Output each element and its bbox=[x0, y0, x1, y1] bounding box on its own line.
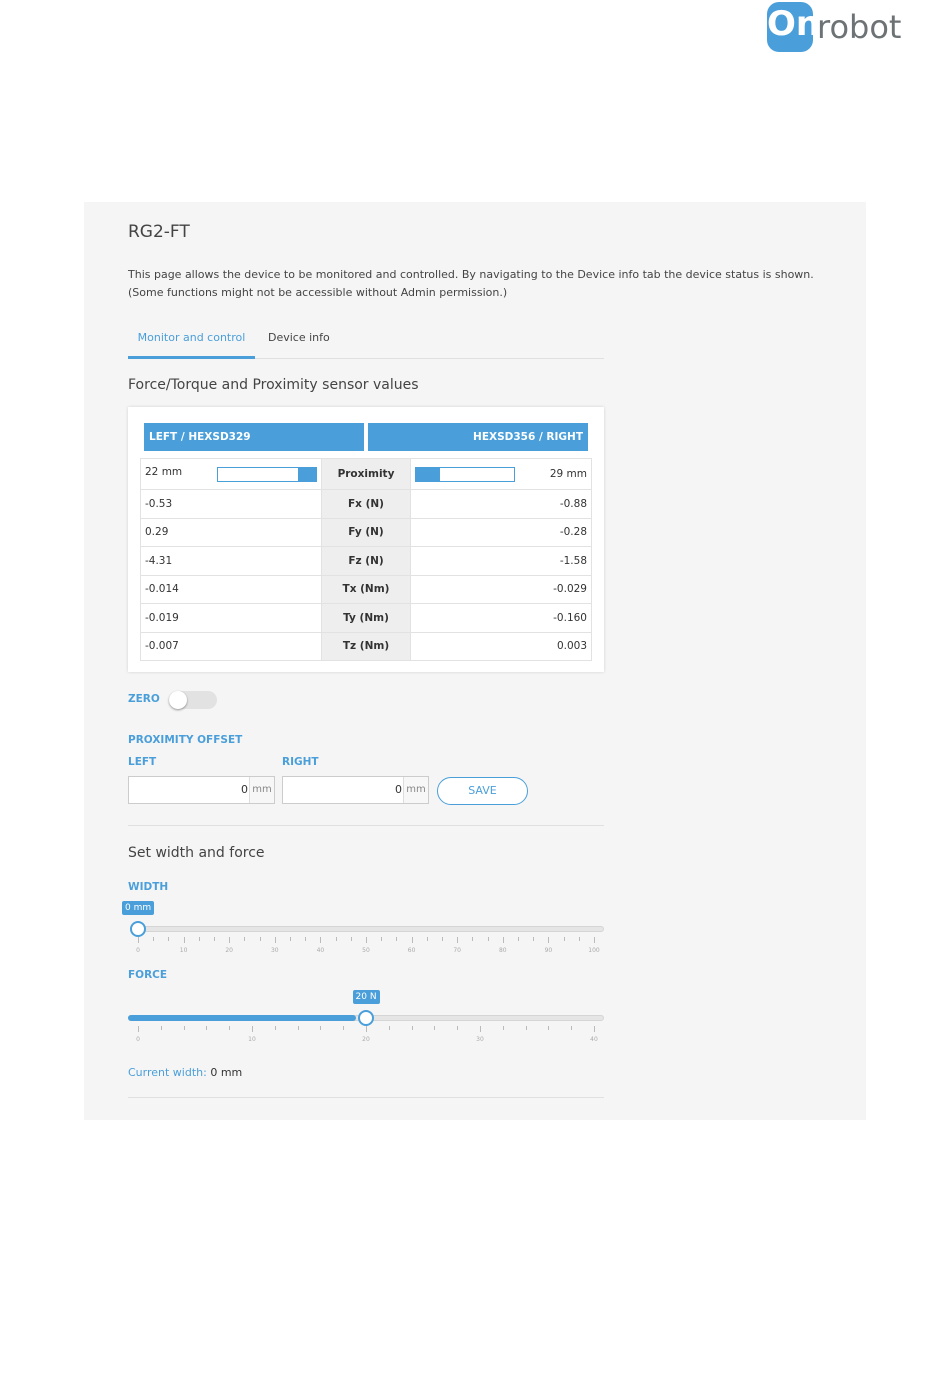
row-label: Ty (Nm) bbox=[322, 604, 411, 633]
tab-bar bbox=[128, 326, 604, 359]
width-tick bbox=[548, 937, 549, 943]
table-row bbox=[141, 518, 592, 547]
left-sensor-header: LEFT / HEXSD329 bbox=[144, 423, 364, 451]
proximity-row bbox=[141, 459, 592, 490]
width-label: WIDTH bbox=[128, 881, 169, 893]
width-value-bubble: 0 mm bbox=[122, 901, 154, 915]
proximity-offset-label: PROXIMITY OFFSET bbox=[128, 734, 243, 746]
logo-badge bbox=[767, 2, 821, 52]
width-tick-label: 10 bbox=[179, 947, 188, 954]
width-tick bbox=[579, 937, 580, 941]
offset-left-value[interactable]: 0 bbox=[241, 783, 248, 796]
zero-label: ZERO bbox=[128, 693, 160, 705]
width-tick bbox=[412, 937, 413, 943]
width-tick-label: 80 bbox=[498, 947, 507, 954]
width-tick-label: 40 bbox=[316, 947, 325, 954]
offset-right-input[interactable] bbox=[282, 776, 429, 804]
main-panel bbox=[84, 202, 866, 1120]
force-tick bbox=[229, 1026, 230, 1030]
width-tick-label: 90 bbox=[544, 947, 553, 954]
right-value: -0.28 bbox=[411, 518, 592, 547]
width-tick-label: 70 bbox=[453, 947, 462, 954]
force-value-bubble: 20 N bbox=[353, 990, 380, 1004]
proximity-label: Proximity bbox=[322, 459, 411, 490]
force-tick bbox=[389, 1026, 390, 1030]
zero-toggle-knob[interactable] bbox=[169, 691, 187, 709]
width-tick bbox=[275, 937, 276, 943]
page-description bbox=[128, 266, 828, 302]
table-row bbox=[141, 490, 592, 519]
proximity-left-bar bbox=[217, 467, 317, 482]
force-tick bbox=[503, 1026, 504, 1030]
sensor-table bbox=[140, 458, 592, 661]
proximity-left-bar-fill bbox=[298, 468, 316, 481]
force-tick bbox=[526, 1026, 527, 1030]
row-label: Fy (N) bbox=[322, 518, 411, 547]
current-width-label: Current width: bbox=[128, 1066, 207, 1079]
force-tick bbox=[343, 1026, 344, 1030]
width-tick bbox=[305, 937, 306, 941]
width-tick-label: 100 bbox=[588, 947, 600, 954]
row-label: Tz (Nm) bbox=[322, 632, 411, 661]
left-value: -4.31 bbox=[141, 547, 322, 576]
width-tick bbox=[472, 937, 473, 941]
width-tick bbox=[320, 937, 321, 943]
description-line-1: This page allows the device to be monitored and controlled. By navigating to the Device info tab the device status is shown. bbox=[128, 268, 814, 281]
left-value: -0.53 bbox=[141, 490, 322, 519]
force-tick bbox=[571, 1026, 572, 1030]
force-tick bbox=[320, 1026, 321, 1030]
force-tick bbox=[548, 1026, 549, 1030]
tab-monitor-and-control[interactable]: Monitor and control bbox=[128, 326, 255, 359]
force-tick bbox=[366, 1026, 367, 1032]
width-tick-label: 20 bbox=[225, 947, 234, 954]
force-tick-label: 0 bbox=[136, 1036, 140, 1043]
width-tick bbox=[244, 937, 245, 941]
page-title: RG2-FT bbox=[128, 222, 190, 242]
current-width bbox=[128, 1066, 242, 1079]
width-tick bbox=[457, 937, 458, 943]
table-row bbox=[141, 575, 592, 604]
proximity-left-cell bbox=[141, 459, 322, 490]
width-tick-label: 30 bbox=[270, 947, 279, 954]
width-tick-label: 50 bbox=[362, 947, 370, 954]
logo-text: robot bbox=[817, 8, 902, 46]
divider bbox=[128, 1097, 604, 1098]
width-tick bbox=[290, 937, 291, 941]
zero-toggle[interactable] bbox=[169, 691, 217, 709]
width-tick bbox=[184, 937, 185, 943]
save-button[interactable]: SAVE bbox=[437, 777, 528, 805]
width-tick bbox=[564, 937, 565, 941]
force-tick bbox=[457, 1026, 458, 1030]
force-tick bbox=[594, 1026, 595, 1032]
force-tick bbox=[138, 1026, 139, 1032]
force-slider[interactable] bbox=[128, 988, 604, 1048]
sensor-card bbox=[128, 407, 604, 672]
table-row bbox=[141, 547, 592, 576]
force-tick-label: 30 bbox=[476, 1036, 484, 1043]
left-value: -0.014 bbox=[141, 575, 322, 604]
divider bbox=[128, 825, 604, 826]
force-tick bbox=[252, 1026, 253, 1032]
current-width-value: 0 mm bbox=[210, 1066, 243, 1079]
left-value: -0.019 bbox=[141, 604, 322, 633]
width-tick bbox=[503, 937, 504, 943]
width-tick bbox=[351, 937, 352, 941]
right-value: -0.88 bbox=[411, 490, 592, 519]
force-slider-fill bbox=[128, 1015, 356, 1021]
onrobot-logo bbox=[767, 2, 902, 56]
force-slider-thumb[interactable] bbox=[358, 1010, 374, 1026]
right-value: -1.58 bbox=[411, 547, 592, 576]
width-tick bbox=[153, 937, 154, 941]
left-value: 0.29 bbox=[141, 518, 322, 547]
proximity-left-value: 22 mm bbox=[145, 466, 183, 478]
offset-right-value[interactable]: 0 bbox=[395, 783, 402, 796]
width-tick bbox=[427, 937, 428, 941]
force-label: FORCE bbox=[128, 969, 168, 981]
width-tick bbox=[168, 937, 169, 941]
offset-left-label: LEFT bbox=[128, 756, 157, 768]
force-tick-label: 40 bbox=[590, 1036, 598, 1043]
width-tick bbox=[138, 937, 139, 943]
force-tick bbox=[480, 1026, 481, 1032]
proximity-right-bar bbox=[415, 467, 515, 482]
width-tick-label: 60 bbox=[407, 947, 416, 954]
row-label: Fx (N) bbox=[322, 490, 411, 519]
width-tick bbox=[442, 937, 443, 941]
width-slider-thumb[interactable] bbox=[130, 921, 146, 937]
width-tick bbox=[396, 937, 397, 941]
width-tick bbox=[229, 937, 230, 943]
width-tick bbox=[336, 937, 337, 941]
proximity-right-bar-fill bbox=[416, 468, 440, 481]
width-tick bbox=[518, 937, 519, 941]
width-tick-label: 0 bbox=[136, 947, 140, 954]
proximity-right-value: 29 mm bbox=[549, 467, 587, 480]
force-tick bbox=[412, 1026, 413, 1030]
offset-right-unit: mm bbox=[403, 777, 428, 803]
force-tick bbox=[275, 1026, 276, 1030]
width-tick bbox=[488, 937, 489, 941]
right-value: -0.029 bbox=[411, 575, 592, 604]
width-tick bbox=[199, 937, 200, 941]
force-tick-label: 20 bbox=[362, 1036, 370, 1043]
width-tick bbox=[214, 937, 215, 941]
right-value: -0.160 bbox=[411, 604, 592, 633]
width-tick bbox=[381, 937, 382, 941]
description-line-2: (Some functions might not be accessible without Admin permission.) bbox=[128, 286, 508, 299]
proximity-right-cell bbox=[411, 459, 592, 490]
force-tick bbox=[161, 1026, 162, 1030]
force-tick bbox=[298, 1026, 299, 1030]
width-slider[interactable] bbox=[125, 899, 604, 959]
force-tick bbox=[184, 1026, 185, 1030]
right-value: 0.003 bbox=[411, 632, 592, 661]
width-slider-track[interactable] bbox=[138, 926, 604, 932]
force-tick bbox=[206, 1026, 207, 1030]
force-tick-label: 10 bbox=[248, 1036, 256, 1043]
left-value: -0.007 bbox=[141, 632, 322, 661]
sensor-section-heading: Force/Torque and Proximity sensor values bbox=[128, 377, 419, 393]
row-label: Fz (N) bbox=[322, 547, 411, 576]
width-tick bbox=[533, 937, 534, 941]
table-row bbox=[141, 632, 592, 661]
right-sensor-header: HEXSD356 / RIGHT bbox=[368, 423, 588, 451]
offset-left-input[interactable] bbox=[128, 776, 275, 804]
row-label: Tx (Nm) bbox=[322, 575, 411, 604]
table-row bbox=[141, 604, 592, 633]
tab-device-info[interactable]: Device info bbox=[268, 331, 330, 344]
offset-left-unit: mm bbox=[249, 777, 274, 803]
width-tick bbox=[594, 937, 595, 943]
width-tick bbox=[366, 937, 367, 943]
logo-mark: On bbox=[767, 4, 821, 44]
width-tick bbox=[260, 937, 261, 941]
force-tick bbox=[434, 1026, 435, 1030]
width-force-heading: Set width and force bbox=[128, 845, 265, 861]
offset-right-label: RIGHT bbox=[282, 756, 319, 768]
